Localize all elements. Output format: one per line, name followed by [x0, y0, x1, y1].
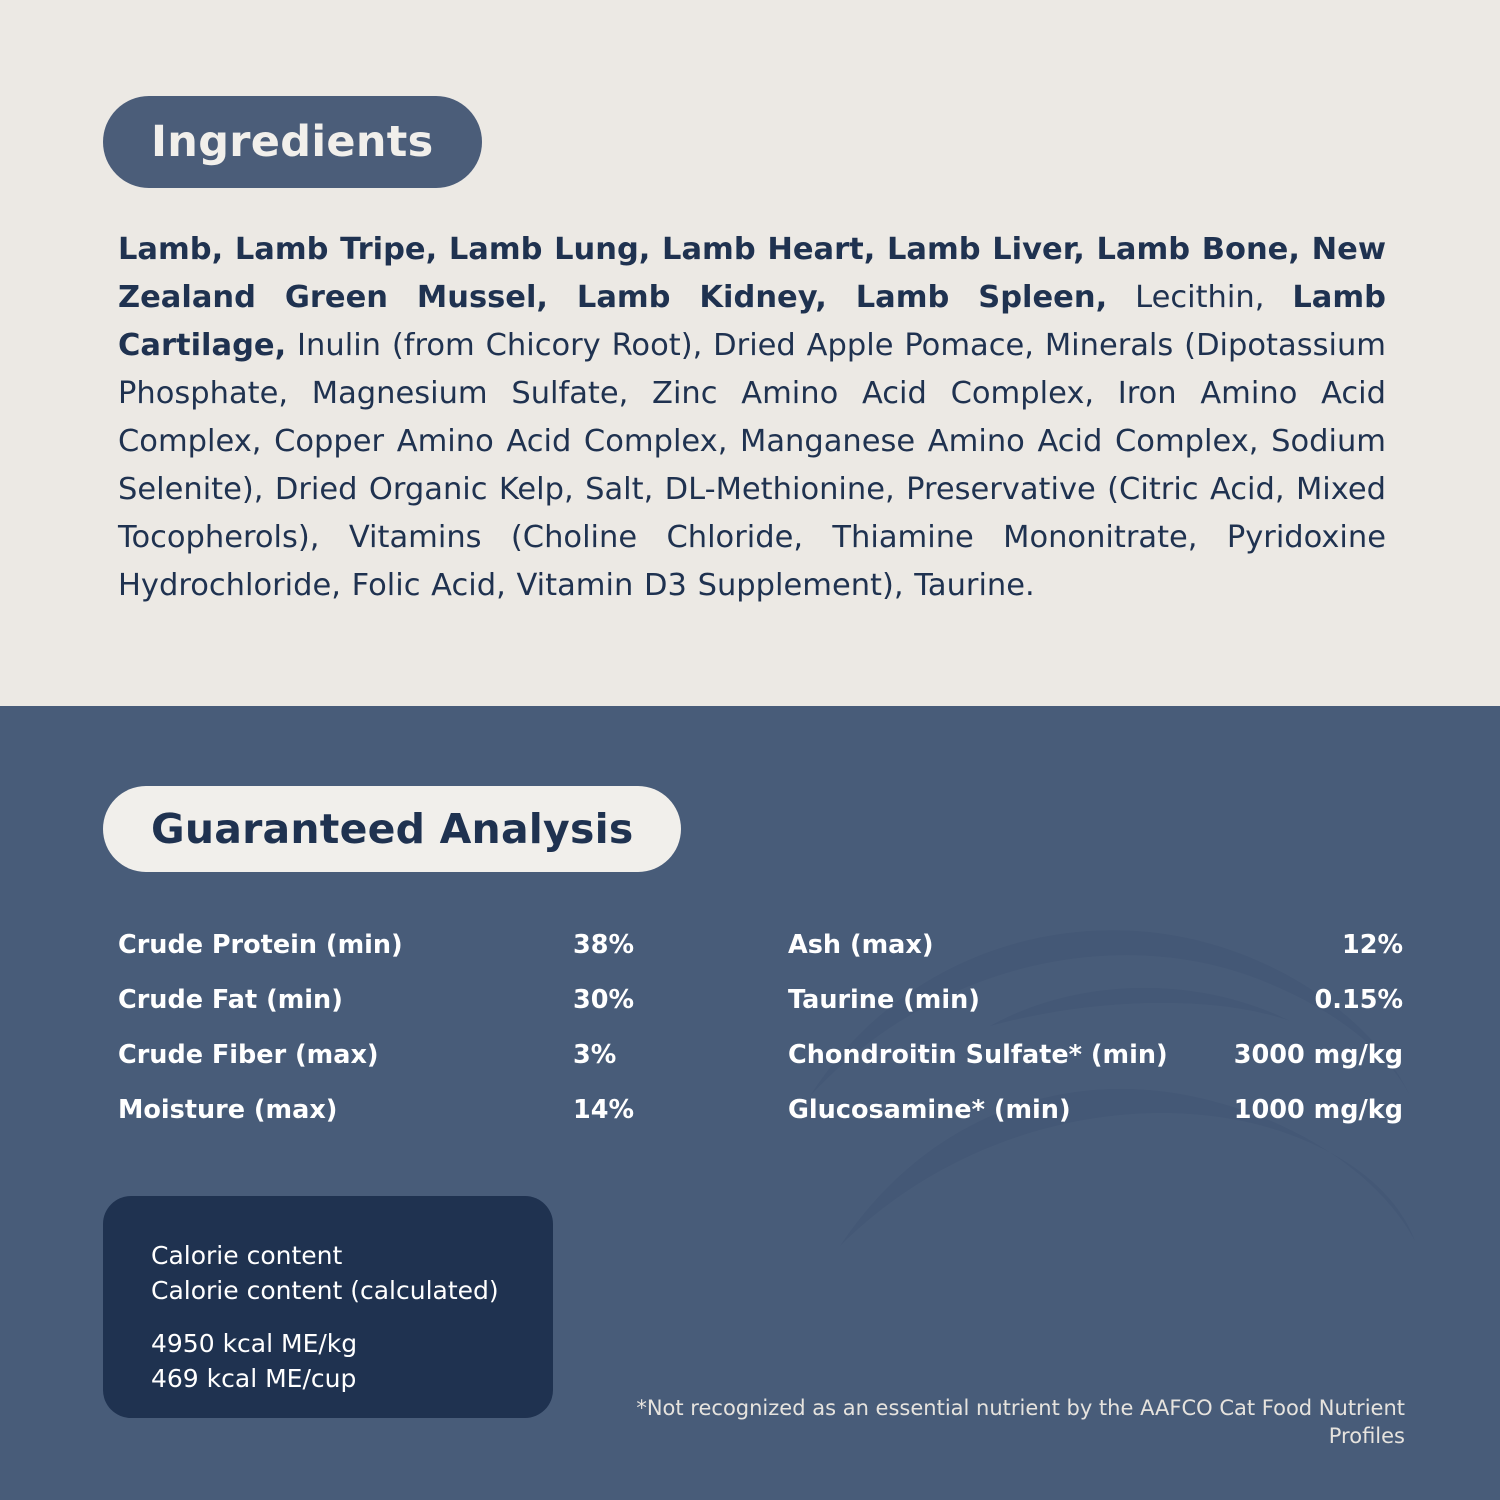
ingredients-text: [118, 226, 1386, 610]
calorie-content-card: [103, 1196, 553, 1418]
table-row: 0.15%: [1314, 985, 1403, 1015]
ingredients-heading-pill: [103, 96, 482, 188]
analysis-heading-pill: [103, 786, 681, 872]
ingredients-section: [0, 0, 1500, 706]
table-row: 38%: [573, 930, 635, 960]
guaranteed-analysis-table: [118, 918, 1403, 1138]
table-row: 1000 mg/kg: [1233, 1095, 1403, 1125]
table-row: 12%: [1341, 930, 1403, 960]
calorie-value-kg: 4950 kcal ME/kg: [151, 1329, 358, 1358]
analysis-footnote: *Not recognized as an essential nutrient by the AAFCO Cat Food Nutrient Profiles: [636, 1396, 1405, 1448]
table-row: 3%: [573, 1040, 617, 1070]
calorie-spacer: [151, 1308, 553, 1326]
calorie-value-cup: 469 kcal ME/cup: [151, 1364, 357, 1393]
table-row: Taurine (min): [788, 985, 980, 1015]
table-row: Moisture (max): [118, 1095, 338, 1125]
ingredients-heading-label: Ingredients: [151, 117, 434, 167]
table-row: Crude Protein (min): [118, 930, 403, 960]
analysis-heading-label: Guaranteed Analysis: [151, 805, 634, 853]
table-row: 30%: [573, 985, 635, 1015]
table-row: 14%: [573, 1095, 635, 1125]
guaranteed-analysis-section: [0, 706, 1500, 1500]
ingredients-plain-1: Lecithin,: [1107, 280, 1293, 315]
ingredients-plain-2: Inulin (from Chicory Root), Dried Apple Pomace, Minerals (Dipotassium Phosphate, Magnesium Sulfate, Zinc Amino Acid Complex, Iron Amino Acid Complex, Copper Amino Acid Complex, Manganese Amino Acid Complex, Sodium Selenite), Dried Organic Kelp, Salt, DL-Methionine, Preservative (Citric Acid, Mixed Tocopherols), Vitamins (Choline Chloride, Thiamine Mononitrate, Pyridoxine Hydrochloride, Folic Acid, Vitamin D3 Supplement), Taurine.: [118, 328, 1386, 603]
table-row: Crude Fat (min): [118, 985, 343, 1015]
ingredients-bold-1: Lamb, Lamb Tripe, Lamb Lung, Lamb Heart, Lamb Liver, Lamb Bone, New Zealand Green Mussel, Lamb Kidney, Lamb Spleen,: [118, 232, 1386, 315]
calorie-label-1: Calorie content: [151, 1241, 343, 1270]
table-row: Crude Fiber (max): [118, 1040, 379, 1070]
table-row: Ash (max): [788, 930, 934, 960]
calorie-label-2: Calorie content (calculated): [151, 1276, 499, 1305]
table-row: 3000 mg/kg: [1233, 1040, 1403, 1070]
table-row: Chondroitin Sulfate* (min): [788, 1040, 1168, 1070]
table-row: Glucosamine* (min): [788, 1095, 1071, 1125]
ingredients-bold-2: Lamb Cartilage,: [118, 280, 1386, 363]
